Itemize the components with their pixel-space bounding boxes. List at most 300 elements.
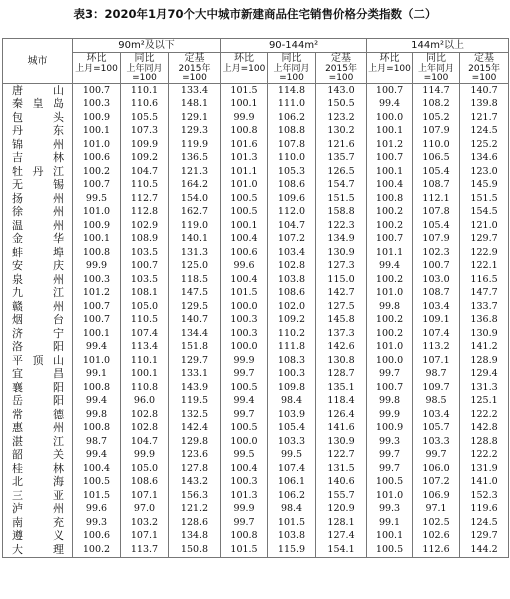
- index-value-cell: 100.7: [73, 314, 121, 328]
- index-value-cell: 100.0: [221, 435, 268, 449]
- index-value-cell: 121.6: [316, 138, 367, 152]
- index-value-cell: 100.2: [73, 543, 121, 557]
- index-value-cell: 100.4: [221, 233, 268, 247]
- index-value-cell: 112.7: [121, 192, 169, 206]
- table-row: [3, 354, 509, 368]
- index-value-cell: 103.3: [413, 435, 460, 449]
- index-value-cell: 122.2: [460, 408, 509, 422]
- table-row: [3, 422, 509, 436]
- index-value-cell: 100.8: [73, 381, 121, 395]
- index-value-cell: 142.7: [316, 287, 367, 301]
- index-value-cell: 100.1: [73, 125, 121, 139]
- index-value-cell: 109.2: [268, 314, 316, 328]
- index-value-cell: 106.1: [268, 476, 316, 490]
- index-value-cell: 99.5: [221, 449, 268, 463]
- city-cell: 遵义: [3, 530, 73, 544]
- index-value-cell: 100.7: [413, 260, 460, 274]
- index-value-cell: 121.0: [460, 219, 509, 233]
- index-value-cell: 100.7: [367, 233, 413, 247]
- index-value-cell: 100.2: [367, 273, 413, 287]
- index-value-cell: 100.3: [73, 273, 121, 287]
- index-value-cell: 110.2: [268, 327, 316, 341]
- sub-header-mom: [73, 53, 121, 84]
- index-value-cell: 158.8: [316, 206, 367, 220]
- index-value-cell: 100.7: [73, 179, 121, 193]
- group-header-medium: 90-144m²: [221, 39, 367, 53]
- table-row: [3, 138, 509, 152]
- index-value-cell: 99.9: [73, 260, 121, 274]
- index-value-cell: 144.2: [460, 543, 509, 557]
- index-value-cell: 109.7: [413, 381, 460, 395]
- index-value-cell: 112.1: [413, 192, 460, 206]
- index-value-cell: 102.6: [413, 530, 460, 544]
- index-value-cell: 128.9: [460, 354, 509, 368]
- city-cell: 济宁: [3, 327, 73, 341]
- city-cell: 平顶山: [3, 354, 73, 368]
- index-value-cell: 130.9: [316, 246, 367, 260]
- city-cell: 安庆: [3, 260, 73, 274]
- index-value-cell: 110.1: [121, 84, 169, 98]
- index-value-cell: 129.3: [169, 125, 221, 139]
- index-value-cell: 107.1: [413, 354, 460, 368]
- index-value-cell: 100.5: [73, 476, 121, 490]
- index-value-cell: 103.3: [268, 435, 316, 449]
- table-row: [3, 516, 509, 530]
- index-value-cell: 121.7: [460, 111, 509, 125]
- index-value-cell: 133.7: [460, 300, 509, 314]
- city-cell: 南充: [3, 516, 73, 530]
- index-value-cell: 99.8: [73, 408, 121, 422]
- index-value-cell: 119.0: [169, 219, 221, 233]
- table-row: [3, 408, 509, 422]
- table-row: [3, 192, 509, 206]
- index-value-cell: 120.9: [316, 503, 367, 517]
- index-value-cell: 129.5: [169, 300, 221, 314]
- index-value-cell: 119.9: [169, 138, 221, 152]
- index-value-cell: 133.1: [169, 368, 221, 382]
- index-value-cell: 151.8: [169, 341, 221, 355]
- index-value-cell: 99.6: [221, 260, 268, 274]
- index-value-cell: 119.6: [460, 503, 509, 517]
- sub-header-fixed-base: [169, 53, 221, 84]
- city-cell: 温州: [3, 219, 73, 233]
- city-cell: 金华: [3, 233, 73, 247]
- index-value-cell: 99.7: [221, 516, 268, 530]
- index-value-cell: 99.7: [413, 449, 460, 463]
- index-value-cell: 142.8: [460, 422, 509, 436]
- index-value-cell: 98.5: [413, 395, 460, 409]
- index-value-cell: 99.4: [367, 260, 413, 274]
- city-cell: 九江: [3, 287, 73, 301]
- index-value-cell: 150.5: [316, 98, 367, 112]
- table-row: [3, 246, 509, 260]
- city-cell: 牡丹江: [3, 165, 73, 179]
- index-value-cell: 100.1: [367, 125, 413, 139]
- index-value-cell: 115.9: [268, 543, 316, 557]
- table-row: [3, 462, 509, 476]
- index-value-cell: 108.6: [268, 179, 316, 193]
- index-value-cell: 100.3: [221, 327, 268, 341]
- table-row: [3, 489, 509, 503]
- index-value-cell: 100.9: [73, 111, 121, 125]
- table-row: [3, 503, 509, 517]
- index-value-cell: 130.9: [460, 327, 509, 341]
- sub-header-fixed-base: [316, 53, 367, 84]
- sub-header-label: 定基: [331, 53, 352, 64]
- index-value-cell: 100.3: [73, 98, 121, 112]
- index-value-cell: 122.9: [460, 246, 509, 260]
- index-value-cell: 100.0: [367, 354, 413, 368]
- city-cell: 烟台: [3, 314, 73, 328]
- index-value-cell: 107.9: [413, 233, 460, 247]
- city-cell: 三亚: [3, 489, 73, 503]
- index-value-cell: 101.0: [221, 179, 268, 193]
- index-value-cell: 107.8: [268, 138, 316, 152]
- index-value-cell: 99.7: [367, 462, 413, 476]
- city-cell: 大理: [3, 543, 73, 557]
- index-value-cell: 105.3: [268, 165, 316, 179]
- index-value-cell: 102.0: [268, 300, 316, 314]
- index-value-cell: 105.2: [413, 111, 460, 125]
- index-value-cell: 111.8: [268, 341, 316, 355]
- index-value-cell: 99.3: [367, 503, 413, 517]
- index-value-cell: 100.8: [367, 192, 413, 206]
- index-value-cell: 147.5: [169, 287, 221, 301]
- index-value-cell: 141.0: [460, 476, 509, 490]
- index-value-cell: 128.6: [169, 516, 221, 530]
- index-value-cell: 100.9: [73, 219, 121, 233]
- index-value-cell: 150.8: [169, 543, 221, 557]
- index-value-cell: 100.8: [221, 125, 268, 139]
- table-row: [3, 273, 509, 287]
- index-value-cell: 99.7: [221, 408, 268, 422]
- index-value-cell: 100.7: [367, 84, 413, 98]
- table-row: [3, 395, 509, 409]
- index-value-cell: 110.8: [121, 381, 169, 395]
- index-value-cell: 107.8: [413, 206, 460, 220]
- table-row: [3, 300, 509, 314]
- city-cell: 北海: [3, 476, 73, 490]
- index-value-cell: 145.8: [316, 314, 367, 328]
- city-cell: 丹东: [3, 125, 73, 139]
- index-value-cell: 129.1: [169, 111, 221, 125]
- index-value-cell: 100.1: [221, 219, 268, 233]
- index-value-cell: 97.1: [413, 503, 460, 517]
- table-row: [3, 543, 509, 557]
- index-value-cell: 100.2: [367, 206, 413, 220]
- city-cell: 洛阳: [3, 341, 73, 355]
- index-value-cell: 134.8: [169, 530, 221, 544]
- index-value-cell: 103.5: [121, 246, 169, 260]
- index-value-cell: 123.2: [316, 111, 367, 125]
- city-cell: 无锡: [3, 179, 73, 193]
- index-value-cell: 100.5: [367, 543, 413, 557]
- index-value-cell: 105.7: [413, 422, 460, 436]
- index-value-cell: 135.1: [316, 381, 367, 395]
- index-value-cell: 131.5: [316, 462, 367, 476]
- index-value-cell: 107.3: [121, 125, 169, 139]
- table-row: [3, 381, 509, 395]
- sub-header-label: 定基: [474, 53, 495, 64]
- table-row: [3, 84, 509, 98]
- index-value-cell: 140.6: [316, 476, 367, 490]
- city-cell: 秦皇岛: [3, 98, 73, 112]
- index-value-cell: 143.2: [169, 476, 221, 490]
- index-value-cell: 100.4: [367, 179, 413, 193]
- index-value-cell: 99.4: [73, 395, 121, 409]
- index-value-cell: 110.5: [121, 179, 169, 193]
- city-cell: 徐州: [3, 206, 73, 220]
- index-value-cell: 122.7: [316, 449, 367, 463]
- index-value-cell: 101.0: [367, 341, 413, 355]
- index-value-cell: 108.6: [121, 476, 169, 490]
- index-value-cell: 139.8: [460, 98, 509, 112]
- index-value-cell: 106.9: [413, 489, 460, 503]
- table-row: [3, 449, 509, 463]
- index-value-cell: 99.8: [367, 395, 413, 409]
- sub-header-label: 定基: [184, 53, 205, 64]
- index-value-cell: 100.7: [367, 381, 413, 395]
- index-value-cell: 113.4: [121, 341, 169, 355]
- index-value-cell: 100.8: [73, 422, 121, 436]
- index-value-cell: 103.4: [268, 246, 316, 260]
- index-value-cell: 125.0: [169, 260, 221, 274]
- index-value-cell: 116.5: [460, 273, 509, 287]
- city-cell: 宜昌: [3, 368, 73, 382]
- group-header-large: 144m²以上: [367, 39, 509, 53]
- sub-header-row: [3, 53, 509, 84]
- index-value-cell: 101.1: [367, 246, 413, 260]
- city-cell: 襄阳: [3, 381, 73, 395]
- index-value-cell: 98.4: [268, 503, 316, 517]
- index-value-cell: 136.5: [169, 152, 221, 166]
- index-value-cell: 108.7: [413, 287, 460, 301]
- sub-header-base: 上年同月=100: [273, 64, 310, 83]
- index-value-cell: 133.4: [169, 84, 221, 98]
- index-value-cell: 134.9: [316, 233, 367, 247]
- sub-header-yoy: [268, 53, 316, 84]
- index-value-cell: 130.8: [316, 354, 367, 368]
- index-value-cell: 100.5: [221, 422, 268, 436]
- index-value-cell: 100.0: [367, 111, 413, 125]
- index-value-cell: 154.5: [460, 206, 509, 220]
- index-value-cell: 143.9: [169, 381, 221, 395]
- index-value-cell: 128.1: [316, 516, 367, 530]
- index-value-cell: 100.7: [367, 152, 413, 166]
- index-value-cell: 100.6: [73, 152, 121, 166]
- sub-header-label: 同比: [426, 53, 447, 64]
- index-value-cell: 122.3: [316, 219, 367, 233]
- index-value-cell: 106.2: [268, 111, 316, 125]
- index-value-cell: 107.9: [413, 125, 460, 139]
- index-value-cell: 125.1: [460, 395, 509, 409]
- index-value-cell: 151.5: [460, 192, 509, 206]
- index-value-cell: 108.6: [268, 287, 316, 301]
- index-value-cell: 96.0: [121, 395, 169, 409]
- city-cell: 赣州: [3, 300, 73, 314]
- index-value-cell: 101.0: [73, 206, 121, 220]
- index-value-cell: 103.8: [268, 273, 316, 287]
- index-value-cell: 115.0: [316, 273, 367, 287]
- index-value-cell: 101.3: [221, 489, 268, 503]
- index-value-cell: 100.7: [73, 300, 121, 314]
- index-value-cell: 98.4: [268, 395, 316, 409]
- index-value-cell: 105.0: [121, 462, 169, 476]
- table-title: 表3：2020年1月70个大中城市新建商品住宅销售价格分类指数（二）: [73, 7, 437, 21]
- table-header: [3, 39, 509, 84]
- table-row: [3, 530, 509, 544]
- index-value-cell: 131.3: [460, 381, 509, 395]
- index-value-cell: 100.6: [221, 246, 268, 260]
- index-value-cell: 99.5: [73, 192, 121, 206]
- index-value-cell: 129.4: [460, 368, 509, 382]
- sub-header-label: 同比: [281, 53, 302, 64]
- index-value-cell: 100.8: [221, 530, 268, 544]
- city-cell: 包头: [3, 111, 73, 125]
- sub-header-base: 上年同月=100: [126, 64, 163, 83]
- index-value-cell: 140.7: [169, 314, 221, 328]
- index-value-cell: 103.9: [268, 408, 316, 422]
- table-row: [3, 341, 509, 355]
- index-value-cell: 102.3: [413, 246, 460, 260]
- index-value-cell: 99.9: [367, 408, 413, 422]
- table-row: [3, 125, 509, 139]
- index-value-cell: 156.3: [169, 489, 221, 503]
- index-value-cell: 124.5: [460, 516, 509, 530]
- index-value-cell: 118.5: [169, 273, 221, 287]
- index-value-cell: 100.1: [367, 530, 413, 544]
- index-value-cell: 98.7: [413, 368, 460, 382]
- index-value-cell: 100.3: [268, 368, 316, 382]
- index-value-cell: 100.1: [121, 368, 169, 382]
- index-value-cell: 128.8: [460, 435, 509, 449]
- index-value-cell: 100.5: [221, 206, 268, 220]
- index-value-cell: 107.4: [121, 327, 169, 341]
- index-value-cell: 129.7: [460, 530, 509, 544]
- index-value-cell: 140.1: [169, 233, 221, 247]
- index-value-cell: 107.4: [268, 462, 316, 476]
- index-value-cell: 103.0: [413, 273, 460, 287]
- index-value-cell: 105.0: [121, 300, 169, 314]
- index-value-cell: 127.5: [316, 300, 367, 314]
- index-value-cell: 97.0: [121, 503, 169, 517]
- index-value-cell: 134.4: [169, 327, 221, 341]
- index-value-cell: 105.4: [413, 165, 460, 179]
- index-value-cell: 132.5: [169, 408, 221, 422]
- table-row: [3, 206, 509, 220]
- index-value-cell: 106.2: [268, 489, 316, 503]
- city-cell: 锦州: [3, 138, 73, 152]
- sub-header-label: 环比: [234, 53, 255, 64]
- index-value-cell: 142.6: [316, 341, 367, 355]
- index-value-cell: 112.6: [413, 543, 460, 557]
- index-value-cell: 129.7: [169, 354, 221, 368]
- table-row: [3, 314, 509, 328]
- index-value-cell: 154.0: [169, 192, 221, 206]
- index-value-cell: 99.3: [73, 516, 121, 530]
- index-value-cell: 108.1: [121, 287, 169, 301]
- price-index-table: [2, 38, 509, 558]
- index-value-cell: 122.2: [460, 449, 509, 463]
- index-value-cell: 134.6: [460, 152, 509, 166]
- city-cell: 岳阳: [3, 395, 73, 409]
- index-value-cell: 129.8: [169, 435, 221, 449]
- city-cell: 常德: [3, 408, 73, 422]
- index-value-cell: 108.8: [268, 125, 316, 139]
- index-value-cell: 114.8: [268, 84, 316, 98]
- index-value-cell: 99.5: [268, 449, 316, 463]
- index-value-cell: 109.8: [268, 381, 316, 395]
- table-row: [3, 476, 509, 490]
- table-row: [3, 368, 509, 382]
- index-value-cell: 100.3: [221, 476, 268, 490]
- index-value-cell: 101.1: [221, 165, 268, 179]
- sub-header-base: 2015年=100: [468, 64, 500, 83]
- index-value-cell: 100.0: [221, 341, 268, 355]
- sub-header-mom: [367, 53, 413, 84]
- index-value-cell: 162.7: [169, 206, 221, 220]
- index-value-cell: 99.4: [221, 395, 268, 409]
- index-value-cell: 118.4: [316, 395, 367, 409]
- index-value-cell: 113.7: [121, 543, 169, 557]
- index-value-cell: 164.2: [169, 179, 221, 193]
- index-value-cell: 101.5: [268, 516, 316, 530]
- index-value-cell: 99.4: [367, 98, 413, 112]
- index-value-cell: 110.1: [121, 354, 169, 368]
- city-cell: 惠州: [3, 422, 73, 436]
- index-value-cell: 140.7: [460, 84, 509, 98]
- index-value-cell: 141.2: [460, 341, 509, 355]
- index-value-cell: 101.5: [221, 287, 268, 301]
- index-value-cell: 107.1: [121, 489, 169, 503]
- index-value-cell: 102.5: [413, 516, 460, 530]
- index-value-cell: 106.5: [413, 152, 460, 166]
- index-value-cell: 100.5: [367, 476, 413, 490]
- index-value-cell: 100.2: [367, 314, 413, 328]
- city-cell: 蚌埠: [3, 246, 73, 260]
- index-value-cell: 109.1: [413, 314, 460, 328]
- index-value-cell: 103.5: [121, 273, 169, 287]
- index-value-cell: 113.2: [413, 341, 460, 355]
- index-value-cell: 99.7: [367, 368, 413, 382]
- index-value-cell: 105.4: [413, 219, 460, 233]
- index-value-cell: 109.6: [268, 192, 316, 206]
- index-value-cell: 100.1: [221, 98, 268, 112]
- table-row: [3, 327, 509, 341]
- index-value-cell: 107.4: [413, 327, 460, 341]
- index-value-cell: 109.2: [121, 152, 169, 166]
- index-value-cell: 147.7: [460, 287, 509, 301]
- index-value-cell: 100.5: [221, 381, 268, 395]
- index-value-cell: 101.0: [367, 287, 413, 301]
- index-value-cell: 107.1: [121, 530, 169, 544]
- index-value-cell: 123.0: [460, 165, 509, 179]
- table-row: [3, 260, 509, 274]
- index-value-cell: 99.7: [221, 368, 268, 382]
- index-value-cell: 102.8: [268, 260, 316, 274]
- index-value-cell: 99.6: [73, 503, 121, 517]
- city-cell: 桂林: [3, 462, 73, 476]
- index-value-cell: 104.7: [121, 165, 169, 179]
- index-value-cell: 110.5: [121, 314, 169, 328]
- table-row: [3, 219, 509, 233]
- index-value-cell: 103.4: [413, 300, 460, 314]
- index-value-cell: 100.7: [73, 84, 121, 98]
- index-value-cell: 99.3: [367, 435, 413, 449]
- index-value-cell: 126.5: [316, 165, 367, 179]
- city-cell: 吉林: [3, 152, 73, 166]
- index-value-cell: 101.2: [367, 138, 413, 152]
